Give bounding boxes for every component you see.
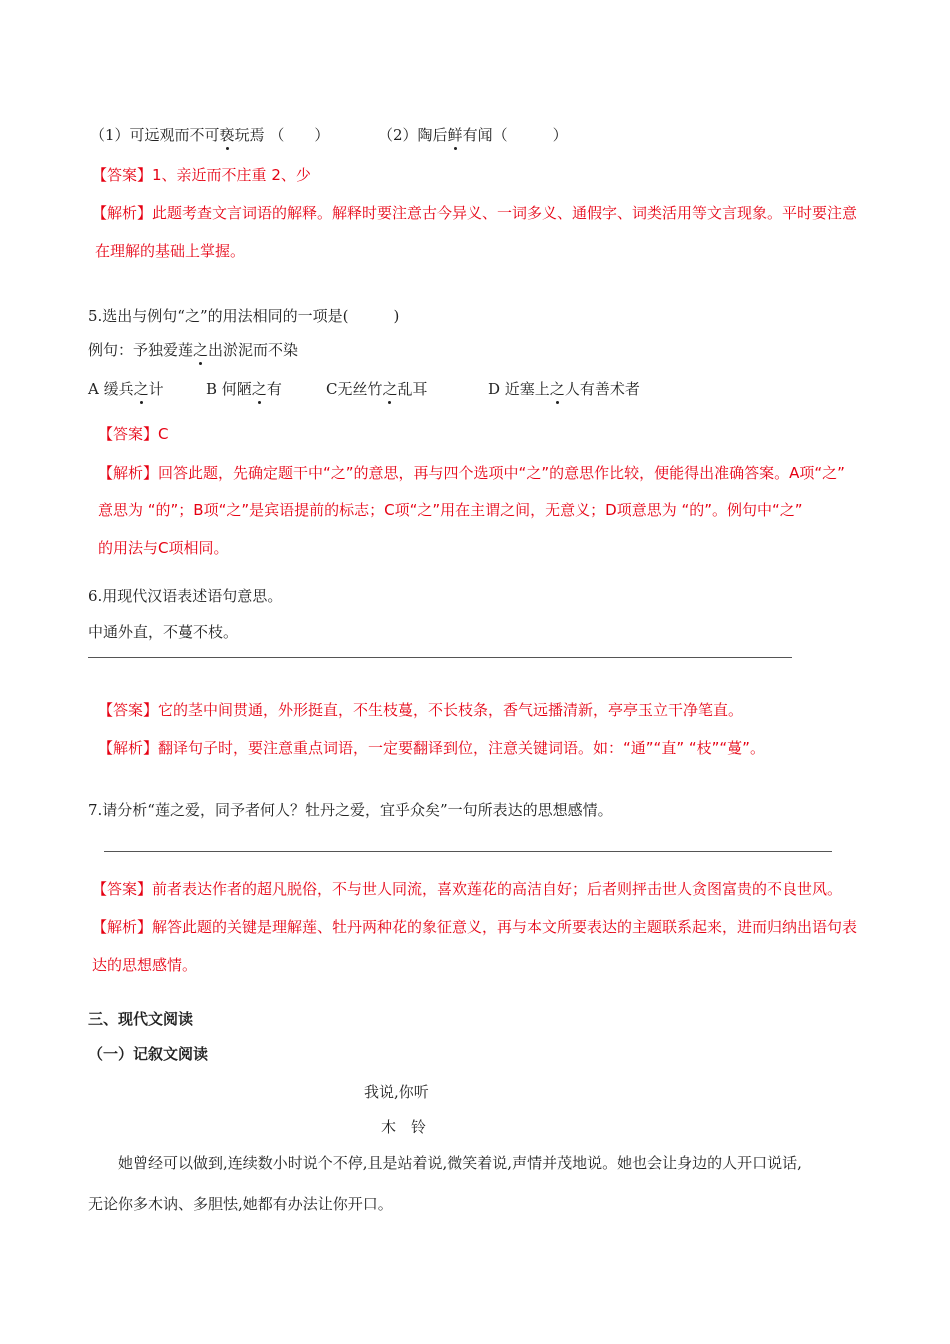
- section-heading: 三、现代文阅读: [88, 1010, 194, 1028]
- q5-option-a: A 缓兵之计: [88, 380, 164, 398]
- q7-analysis: 【解析】解答此题的关键是理解莲、牡丹两种花的象征意义，再与本文所要表达的主题联系起来，进而归纳出语句表: [92, 918, 858, 936]
- article-author: 木 铃: [381, 1118, 427, 1136]
- q7-question: 7.请分析“莲之爱，同予者何人？牡丹之爱，宜乎众矣”一句所表达的思想感情。: [88, 801, 613, 819]
- q4-analysis-cont: 在理解的基础上掌握。: [95, 242, 246, 260]
- q5-example: 例句：予独爱莲之出淤泥而不染: [88, 341, 299, 359]
- emphasis-dot: 鲜: [447, 126, 463, 144]
- q5-option-c: C无丝竹之乱耳: [326, 380, 428, 398]
- q6-sentence: 中通外直，不蔓不枝。: [88, 623, 239, 641]
- q5-analysis-cont: 的用法与C项相同。: [98, 539, 229, 557]
- q4-item-1: （1）可远观而不可亵玩焉 （ ）: [90, 126, 330, 144]
- emphasis-dot: 之: [251, 380, 267, 398]
- emphasis-dot: 亵: [219, 126, 235, 144]
- answer-line: [104, 851, 832, 852]
- q5-question: 5.选出与例句“之”的用法相同的一项是( ): [88, 307, 400, 325]
- q6-question: 6.用现代汉语表述语句意思。: [88, 587, 283, 605]
- q4-analysis: 【解析】此题考查文言词语的解释。解释时要注意古今异义、一词多义、通假字、词类活用等文言现象。平时要注意: [92, 204, 858, 222]
- article-paragraph-cont: 无论你多木讷、多胆怯,她都有办法让你开口。: [88, 1195, 393, 1213]
- q5-option-d: D 近塞上之人有善术者: [488, 380, 640, 398]
- emphasis-dot: 之: [382, 380, 398, 398]
- article-title: 我说,你听: [364, 1083, 429, 1101]
- emphasis-dot: 之: [133, 380, 149, 398]
- q5-analysis: 【解析】回答此题，先确定题干中“之”的意思，再与四个选项中“之”的意思作比较，便能得出准确答案。A项“之”: [98, 464, 845, 482]
- q4-item-2: （2）陶后鲜有闻（ ）: [378, 126, 568, 144]
- section-sub-heading: （一）记叙文阅读: [88, 1045, 209, 1063]
- q7-answer: 【答案】前者表达作者的超凡脱俗，不与世人同流，喜欢莲花的高洁自好；后者则抨击世人贪图富贵的不良世风。: [92, 880, 843, 898]
- q4-answer: 【答案】1、亲近而不庄重 2、少: [92, 166, 311, 184]
- q5-answer: 【答案】C: [98, 425, 169, 443]
- q7-analysis-cont: 达的思想感情。: [92, 956, 198, 974]
- article-paragraph: 她曾经可以做到,连续数小时说个不停,且是站着说,微笑着说,声情并茂地说。她也会让身边的人开口说话,: [88, 1154, 802, 1172]
- q5-option-b: B 何陋之有: [206, 380, 282, 398]
- emphasis-dot: 之: [549, 380, 565, 398]
- q6-answer: 【答案】它的茎中间贯通，外形挺直，不生枝蔓，不长枝条，香气远播清新，亭亭玉立干净笔直。: [98, 701, 744, 719]
- emphasis-dot: 之: [193, 341, 209, 359]
- answer-line: [88, 657, 792, 658]
- q5-analysis-cont: 意思为 “的”；B项“之”是宾语提前的标志；C项“之”用在主谓之间，无意义；D项意思为 “的”。例句中“之”: [98, 501, 803, 519]
- q6-analysis: 【解析】翻译句子时，要注意重点词语，一定要翻译到位，注意关键词语。如：“通”“直” “枝”“蔓”。: [98, 739, 765, 757]
